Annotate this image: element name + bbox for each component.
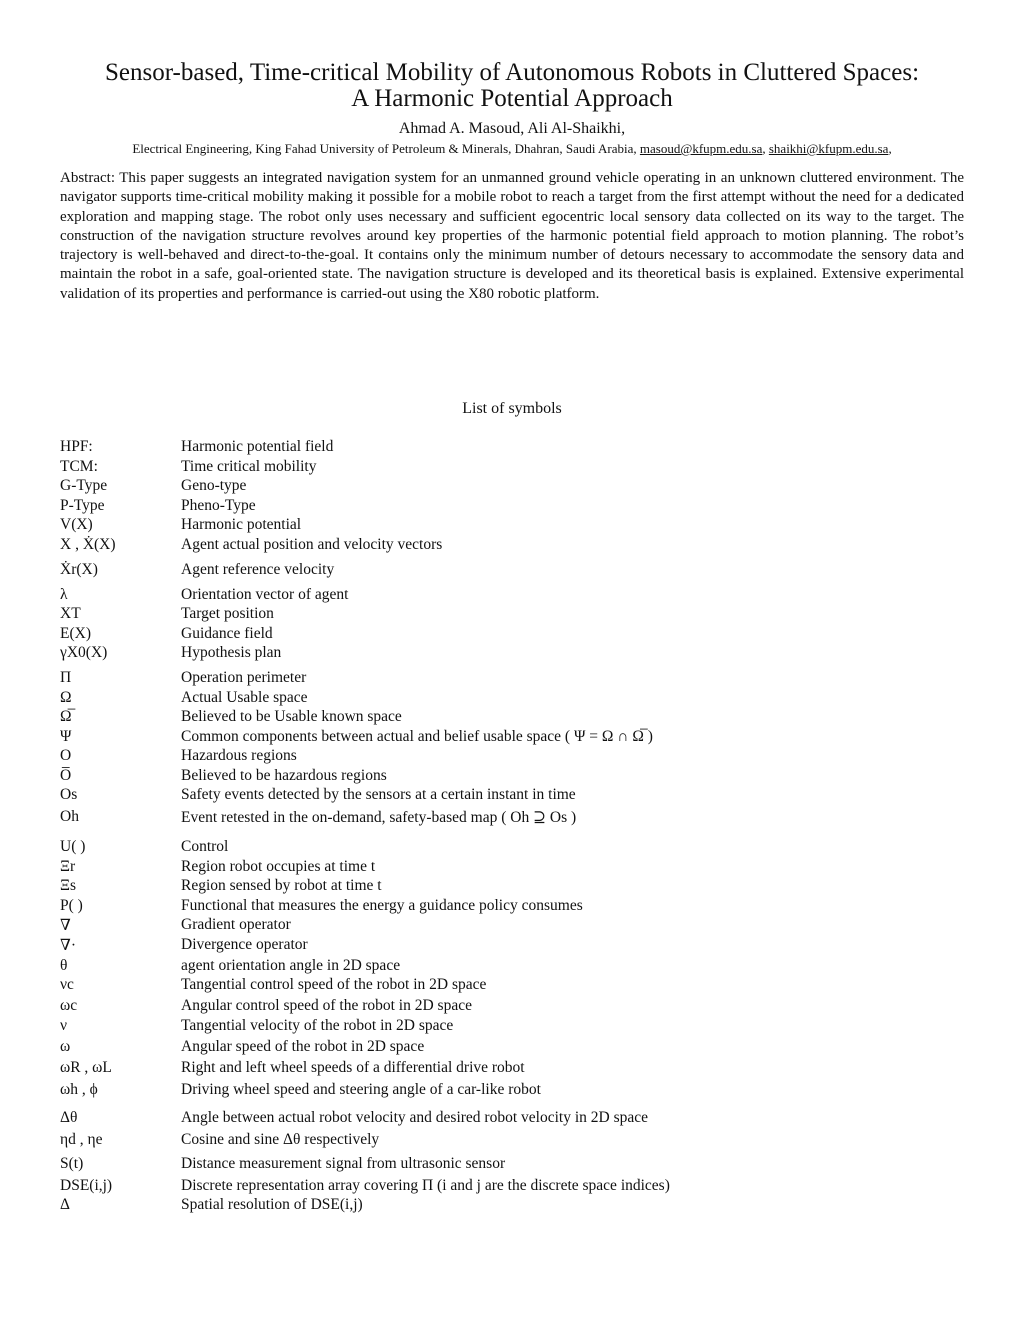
symbol-definition: Angle between actual robot velocity and desired robot velocity in 2D space — [181, 1108, 648, 1126]
email-link-2[interactable]: shaikhi@kfupm.edu.sa — [768, 141, 889, 156]
symbol-term: ωR , ωL — [60, 1058, 112, 1076]
symbol-definition: Time critical mobility — [181, 457, 317, 475]
symbol-definition: Event retested in the on-demand, safety-based map ( Oh ⊇ Os ) — [181, 809, 577, 826]
symbol-term: γX0(X) — [60, 644, 108, 661]
symbol-definition: Hazardous regions — [181, 747, 297, 764]
symbol-term: TCM: — [60, 457, 98, 475]
title-line-2: A Harmonic Potential Approach — [351, 85, 673, 112]
symbol-definition: Region robot occupies at time t — [181, 857, 376, 875]
symbol-term: HPF: — [60, 438, 93, 455]
symbol-definition: Believed to be hazardous regions — [181, 766, 387, 784]
symbol-row — [60, 1109, 980, 1131]
symbol-term: Ω — [60, 688, 72, 706]
symbol-term: O̅ — [60, 766, 72, 784]
symbol-term: U( ) — [60, 838, 86, 855]
symbol-term: S(t) — [60, 1154, 84, 1172]
symbol-row — [60, 497, 980, 517]
email-tail: , — [888, 141, 892, 156]
symbol-definition: Distance measurement signal from ultrasonic sensor — [181, 1154, 506, 1172]
symbol-definition: Hypothesis plan — [181, 644, 282, 661]
symbol-term: ωh , ϕ — [60, 1080, 98, 1098]
symbol-term: P( ) — [60, 896, 83, 914]
symbol-term: Os — [60, 786, 78, 803]
symbol-row — [60, 957, 980, 977]
symbol-term: ∇· — [60, 936, 76, 954]
affiliation-text: Electrical Engineering, King Fahad University of Petroleum & Minerals, Dhahran, Saudi Arabia, — [132, 141, 640, 156]
symbol-row — [60, 1038, 980, 1059]
symbol-definition: Safety events detected by the sensors at a certain instant in time — [181, 786, 576, 803]
symbol-row — [60, 1196, 980, 1216]
symbol-definition: Harmonic potential field — [181, 438, 334, 455]
symbol-term: ν — [60, 1016, 68, 1034]
symbol-term: ηd , ηe — [60, 1130, 103, 1148]
symbol-term: Oh — [60, 808, 79, 825]
symbols-heading: List of symbols — [462, 400, 562, 417]
symbol-definition: Driving wheel speed and steering angle of a car-like robot — [181, 1080, 541, 1098]
symbol-row — [60, 625, 980, 645]
symbol-definition: Control — [181, 838, 229, 855]
symbol-row — [60, 897, 980, 917]
symbol-row — [60, 877, 980, 897]
symbol-row — [60, 728, 980, 748]
symbol-term: ωc — [60, 997, 78, 1014]
symbol-row — [60, 1155, 980, 1177]
symbol-term: V(X) — [60, 516, 93, 533]
symbol-row — [60, 708, 980, 728]
symbol-definition: agent orientation angle in 2D space — [181, 956, 401, 974]
symbol-definition: Agent reference velocity — [181, 560, 335, 578]
symbols-list — [60, 438, 980, 1216]
email-link-1[interactable]: masoud@kfupm.edu.sa — [639, 141, 763, 156]
symbol-term: ∇ — [60, 917, 71, 934]
symbol-definition: Angular speed of the robot in 2D space — [181, 1037, 425, 1055]
symbol-row — [60, 477, 980, 497]
symbol-row — [60, 1177, 980, 1197]
symbol-definition: Believed to be Usable known space — [181, 708, 402, 725]
symbol-definition: Orientation vector of agent — [181, 585, 349, 603]
symbol-term: θ — [60, 956, 68, 974]
symbol-term: λ — [60, 585, 68, 603]
symbol-row — [60, 976, 980, 997]
symbol-row — [60, 808, 980, 838]
symbol-definition: Pheno-Type — [181, 496, 256, 514]
symbol-definition: Operation perimeter — [181, 669, 307, 686]
symbol-row — [60, 747, 980, 767]
symbol-term: XT — [60, 605, 81, 622]
symbol-term: Ψ — [60, 727, 72, 745]
symbol-definition: Cosine and sine Δθ respectively — [181, 1130, 380, 1148]
symbol-term: Π — [60, 669, 72, 686]
symbol-row — [60, 644, 980, 669]
authors: Ahmad A. Masoud, Ali Al-Shaikhi, — [398, 120, 626, 137]
symbol-row — [60, 997, 980, 1017]
symbol-term: Ω̅ — [60, 708, 72, 725]
symbol-row — [60, 536, 980, 561]
paper-title — [40, 60, 984, 112]
symbol-definition: Right and left wheel speeds of a differential drive robot — [181, 1058, 525, 1076]
symbol-term: νc — [60, 976, 74, 993]
symbol-definition: Common components between actual and belief usable space ( Ψ = Ω ∩ Ω̅ ) — [181, 727, 653, 745]
symbol-row — [60, 936, 980, 957]
symbol-row — [60, 1081, 980, 1109]
symbol-term: G-Type — [60, 477, 108, 494]
symbol-term: O — [60, 747, 72, 764]
symbol-term: Ξs — [60, 877, 76, 894]
symbol-row — [60, 605, 980, 625]
title-line-1: Sensor-based, Time-critical Mobility of Autonomous Robots in Cluttered Spaces: — [104, 59, 920, 86]
abstract: Abstract: This paper suggests an integrated navigation system for an unmanned ground vehicle operating in an unknown cluttered environment. The navigator supports time-critical mobility making it possible for a mobile robot to reach a target from the first attempt without the need for a dedicated exploration and mapping stage. The robot only uses necessary and sufficient egocentric local sensory data collected on its way to the target. The construction of the navigation structure revolves around key properties of the harmonic potential field approach to motion planning. The robot’s trajectory is well-behaved and direct-to-the-goal. It contains only the minimum number of detours necessary to accommodate the sensory data and maintain the robot in a safe, goal-oriented state. The navigation structure is developed and its theoretical basis is explained. Extensive experimental validation of its properties and performance is carried-out using the X80 robotic platform. — [60, 170, 964, 302]
affiliation — [40, 141, 984, 157]
symbol-term: P-Type — [60, 496, 105, 514]
symbol-term: Δθ — [60, 1108, 78, 1126]
symbol-definition: Harmonic potential — [181, 516, 302, 533]
symbol-definition: Geno-type — [181, 477, 247, 494]
symbol-row — [60, 916, 980, 936]
symbol-row — [60, 561, 980, 586]
symbol-term: ω — [60, 1037, 71, 1055]
symbol-definition: Gradient operator — [181, 916, 291, 933]
symbol-term: X , Ẋ(X) — [60, 535, 116, 553]
symbol-definition: Agent actual position and velocity vectors — [181, 535, 443, 553]
symbol-row — [60, 458, 980, 478]
symbol-definition: Actual Usable space — [181, 688, 308, 706]
symbol-row — [60, 1017, 980, 1038]
symbol-term: DSE(i,j) — [60, 1176, 113, 1194]
symbol-term: E(X) — [60, 624, 91, 642]
symbol-definition: Angular control speed of the robot in 2D space — [181, 997, 472, 1014]
symbol-definition: Divergence operator — [181, 935, 308, 953]
symbol-definition: Guidance field — [181, 624, 273, 642]
symbol-row — [60, 689, 980, 709]
symbol-row — [60, 767, 980, 787]
symbol-definition: Discrete representation array covering Π (i and j are the discrete space indices) — [181, 1176, 670, 1194]
symbol-term: Ξr — [60, 857, 76, 875]
symbol-row — [60, 1059, 980, 1081]
symbol-term: Ẋr(X) — [60, 560, 98, 578]
symbol-row — [60, 838, 980, 858]
symbol-term: Δ — [60, 1196, 70, 1213]
email-separator: , — [762, 141, 769, 156]
symbol-row — [60, 669, 980, 689]
symbol-definition: Tangential velocity of the robot in 2D space — [181, 1016, 454, 1034]
symbol-definition: Functional that measures the energy a guidance policy consumes — [181, 896, 583, 914]
symbol-row — [60, 858, 980, 878]
symbol-row — [60, 1131, 980, 1155]
symbol-definition: Target position — [181, 605, 274, 622]
symbol-row — [60, 438, 980, 458]
symbol-definition: Region sensed by robot at time t — [181, 877, 382, 894]
symbol-row — [60, 516, 980, 536]
symbol-definition: Tangential control speed of the robot in 2D space — [181, 976, 487, 993]
symbol-row — [60, 586, 980, 606]
symbol-definition: Spatial resolution of DSE(i,j) — [181, 1196, 363, 1213]
symbol-row — [60, 786, 980, 808]
